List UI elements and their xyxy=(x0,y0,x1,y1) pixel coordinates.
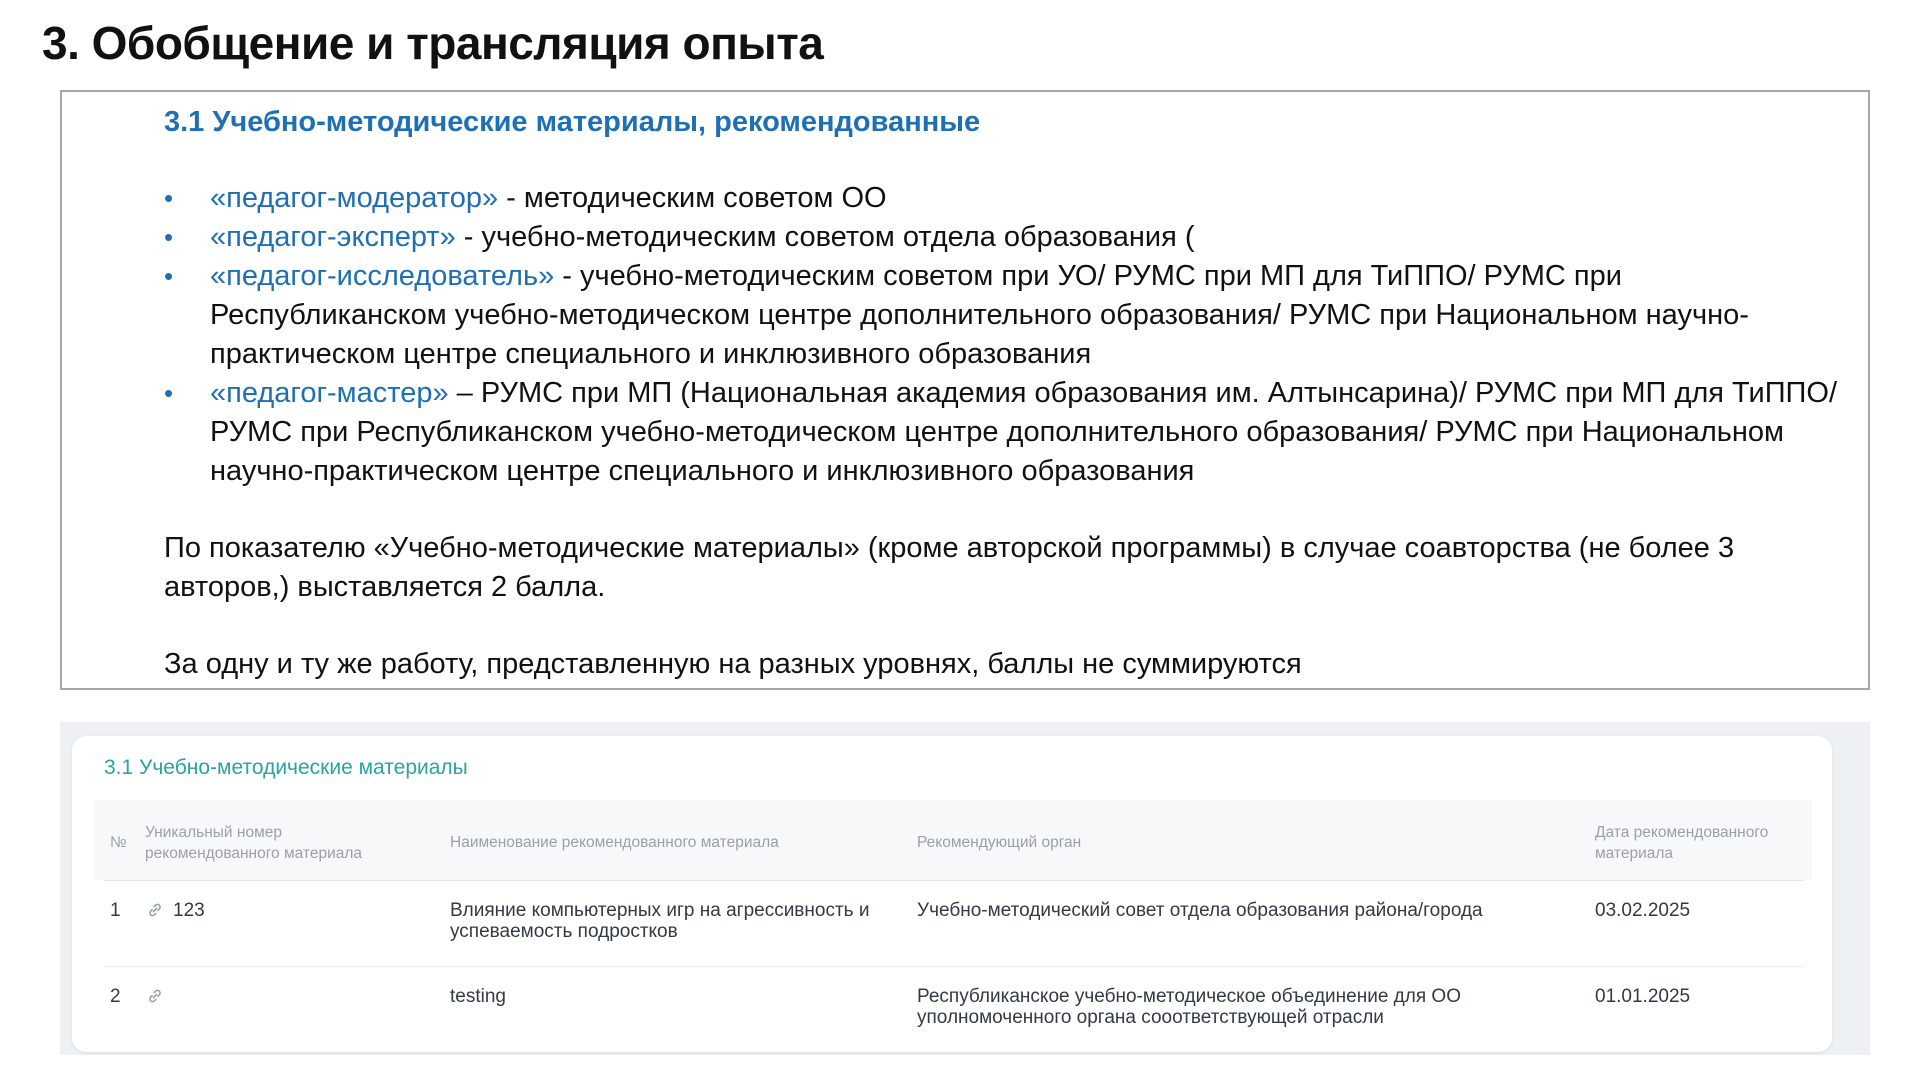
row-organ: Учебно-методический совет отдела образования района/города xyxy=(917,900,1483,921)
role-name: «педагог-модератор» xyxy=(210,182,499,214)
row-organ: Республиканское учебно-методическое объединение для ОО уполномоченного органа сооответствующей отрасли xyxy=(917,986,1461,1028)
header-num: № xyxy=(110,834,127,851)
header-divider xyxy=(104,880,1804,881)
row-num: 1 xyxy=(110,900,121,921)
row-date: 01.01.2025 xyxy=(1595,986,1691,1007)
role-name: «педагог-исследователь» xyxy=(210,260,555,292)
section-heading: 3.1 Учебно-методические материалы, рекомендованные xyxy=(164,106,981,138)
bullet-dot: • xyxy=(164,222,174,252)
header-organ: Рекомендующий орган xyxy=(917,834,1082,851)
bullet-dot: • xyxy=(164,261,174,291)
bullet-dot: • xyxy=(164,378,174,408)
role-name: «педагог-мастер» xyxy=(210,377,449,409)
info-box-content xyxy=(164,102,1864,684)
bullet-item-researcher xyxy=(164,257,1864,374)
header-unique-id: Уникальный номер рекомендованного материала xyxy=(145,824,363,862)
page-title: 3. Обобщение и трансляция опыта xyxy=(42,17,824,69)
role-description: - учебно-методическим советом при УО/ РУМС при МП для ТиППО/ РУМС при Республиканском учебно-методическом центре дополнительного образования/ РУМС при Национальном научно-практическом центре специального и инклюзивного образования xyxy=(210,260,1749,370)
role-description: – РУМС при МП (Национальная академия образования им. Алтынсарина)/ РУМС при МП для ТиППО/ РУМС при Республиканском учебно-методическом центре дополнительного образования/ РУМС при Национальном научно-практическом центре специального и инклюзивного образования xyxy=(210,377,1837,487)
role-description: - методическим советом ОО xyxy=(498,182,887,214)
role-description: - учебно-методическим советом отдела образования ( xyxy=(455,221,1195,253)
table-title: 3.1 Учебно-методические материалы xyxy=(104,756,468,779)
bullet-item-moderator xyxy=(164,179,1864,218)
row-num: 2 xyxy=(110,986,121,1007)
row-unique-id: 123 xyxy=(173,900,205,921)
row-name: testing xyxy=(450,986,506,1007)
bullet-dot: • xyxy=(164,183,174,213)
no-summing-note: За одну и ту же работу, представленную на разных уровнях, баллы не суммируются xyxy=(164,648,1302,680)
header-date: Дата рекомендованного материала xyxy=(1595,824,1769,862)
row-name: Влияние компьютерных игр на агрессивность и успеваемость подростков xyxy=(450,900,870,942)
header-name: Наименование рекомендованного материала xyxy=(450,834,779,851)
row-date: 03.02.2025 xyxy=(1595,900,1691,921)
scoring-note: По показателю «Учебно-методические материалы» (кроме авторской программы) в случае соавторства (не более 3 авторов,) выставляется 2 балла. xyxy=(164,532,1735,603)
row-divider xyxy=(104,966,1804,967)
info-box xyxy=(60,90,1870,690)
materials-table-card xyxy=(72,736,1832,1052)
bullet-list xyxy=(164,179,1864,491)
link-icon[interactable] xyxy=(146,901,164,919)
role-name: «педагог-эксперт» xyxy=(210,221,456,253)
bullet-item-master xyxy=(164,374,1864,491)
bullet-item-expert xyxy=(164,218,1864,257)
link-icon[interactable] xyxy=(146,987,164,1005)
